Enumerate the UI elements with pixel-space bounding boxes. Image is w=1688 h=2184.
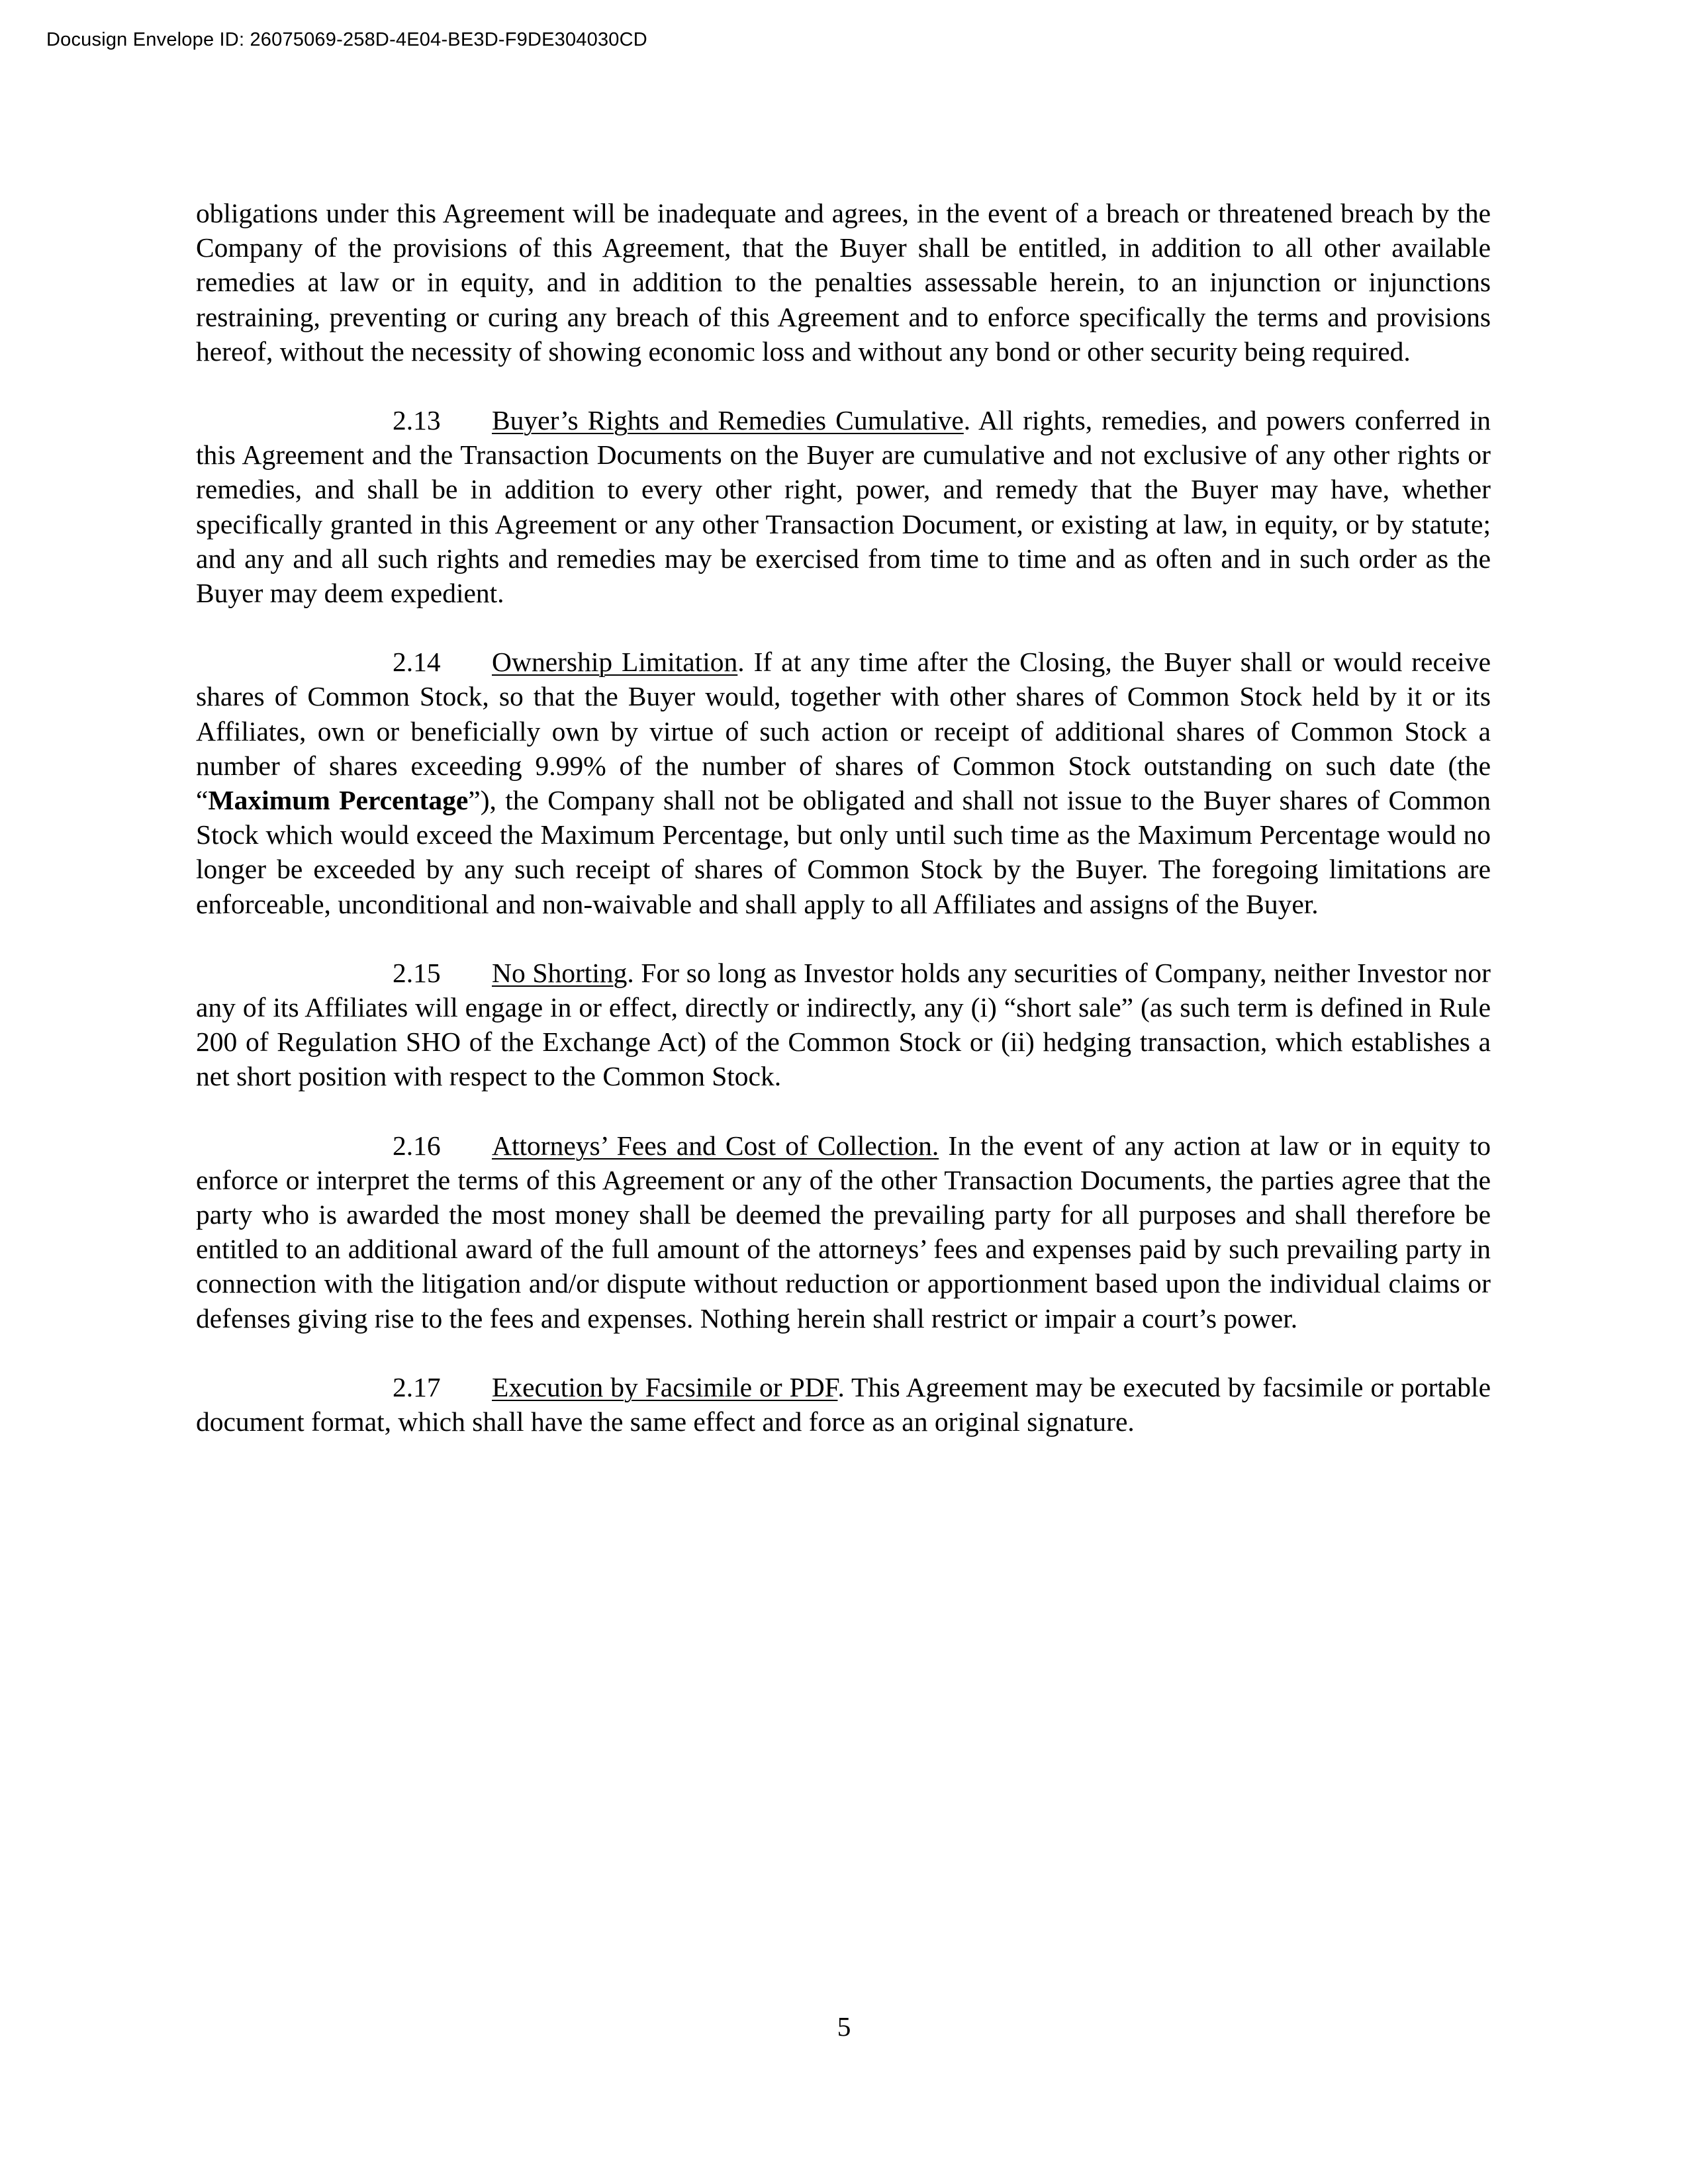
section-number: 2.17 bbox=[393, 1371, 441, 1402]
page-number: 5 bbox=[837, 2011, 851, 2042]
section-body-before: . If at any time after the Closing, the Buyer shall or would receive shares of Common Stock, so that the Buyer would, together with other shares of Common Stock held by it or its Affiliates, own or beneficially own by virtue of such action or receipt of additional shares of Common Stock a number of shares exceeding 9.99% of the number of shares of Common Stock outstanding on such date (the “ bbox=[196, 647, 1491, 816]
section-body: . All rights, remedies, and powers conferred in this Agreement and the Transaction Documents on the Buyer are cumulative and not exclusive of any other rights or remedies, and shall be in addition to every other right, power, and remedy that the Buyer may have, whether specifically granted in this Agreement or any other Transaction Document, or existing at law, in equity, or by statute; and any and all such rights and remedies may be exercised from time to time and as often and in such order as the Buyer may deem expedient. bbox=[196, 405, 1491, 609]
section-heading: Execution by Facsimile or PDF bbox=[492, 1371, 838, 1402]
section-number: 2.14 bbox=[393, 647, 441, 678]
section-body: . For so long as Investor holds any securities of Company, neither Investor nor any of its Affiliates will engage in or effect, directly or indirectly, any (i) “short sale” (as such term is defined in Rule 200 of Regulation SHO of the Exchange Act) of the Common Stock or (ii) hedging transaction, which establishes a net short position with respect to the Common Stock. bbox=[196, 957, 1491, 1092]
defined-term: Maximum Percentage bbox=[208, 785, 469, 816]
section-2-13 bbox=[196, 403, 1491, 610]
section-number: 2.13 bbox=[393, 405, 441, 436]
section-body: . This Agreement may be executed by facsimile or portable document format, which shall have the same effect and force as an original signature. bbox=[196, 1371, 1491, 1437]
section-heading: Ownership Limitation bbox=[492, 647, 738, 678]
section-body: In the event of any action at law or in equity to enforce or interpret the terms of this Agreement or any of the other Transaction Documents, the parties agree that the party who is awarded the most money shall be deemed the prevailing party for all purposes and shall therefore be entitled to an additional award of the full amount of the attorneys’ fees and expenses paid by such prevailing party in connection with the litigation and/or dispute without reduction or apportionment based upon the individual claims or defenses giving rise to the fees and expenses. Nothing herein shall restrict or impair a court’s power. bbox=[196, 1130, 1491, 1334]
section-number: 2.15 bbox=[393, 957, 441, 988]
docusign-envelope-id: Docusign Envelope ID: 26075069-258D-4E04-BE3D-F9DE304030CD bbox=[46, 29, 647, 50]
section-2-15 bbox=[196, 956, 1491, 1094]
section-2-14 bbox=[196, 645, 1491, 921]
section-2-17 bbox=[196, 1370, 1491, 1439]
section-2-16 bbox=[196, 1128, 1491, 1336]
section-heading: Attorneys’ Fees and Cost of Collection. bbox=[492, 1130, 939, 1161]
section-heading: Buyer’s Rights and Remedies Cumulative bbox=[492, 405, 964, 436]
continuation-text: obligations under this Agreement will be inadequate and agrees, in the event of a breach or threatened breach by the Company of the provisions of this Agreement, that the Buyer shall be entitled, in addition to all other available remedies at law or in equity, and in addition to the penalties assessable herein, to an injunction or injunctions restraining, preventing or curing any breach of this Agreement and to enforce specifically the terms and provisions hereof, without the necessity of showing economic loss and without any bond or other security being required. bbox=[196, 198, 1491, 367]
document-body bbox=[196, 196, 1491, 1473]
section-body-after: ”), the Company shall not be obligated and shall not issue to the Buyer shares of Common Stock which would exceed the Maximum Percentage, but only until such time as the Maximum Percentage would no longer be exceeded by any such receipt of shares of Common Stock by the Buyer. The foregoing limitations are enforceable, unconditional and non-waivable and shall apply to all Affiliates and assigns of the Buyer. bbox=[196, 785, 1491, 919]
continuation-paragraph bbox=[196, 196, 1491, 369]
section-number: 2.16 bbox=[393, 1130, 441, 1161]
section-heading: No Shorting bbox=[492, 957, 628, 988]
